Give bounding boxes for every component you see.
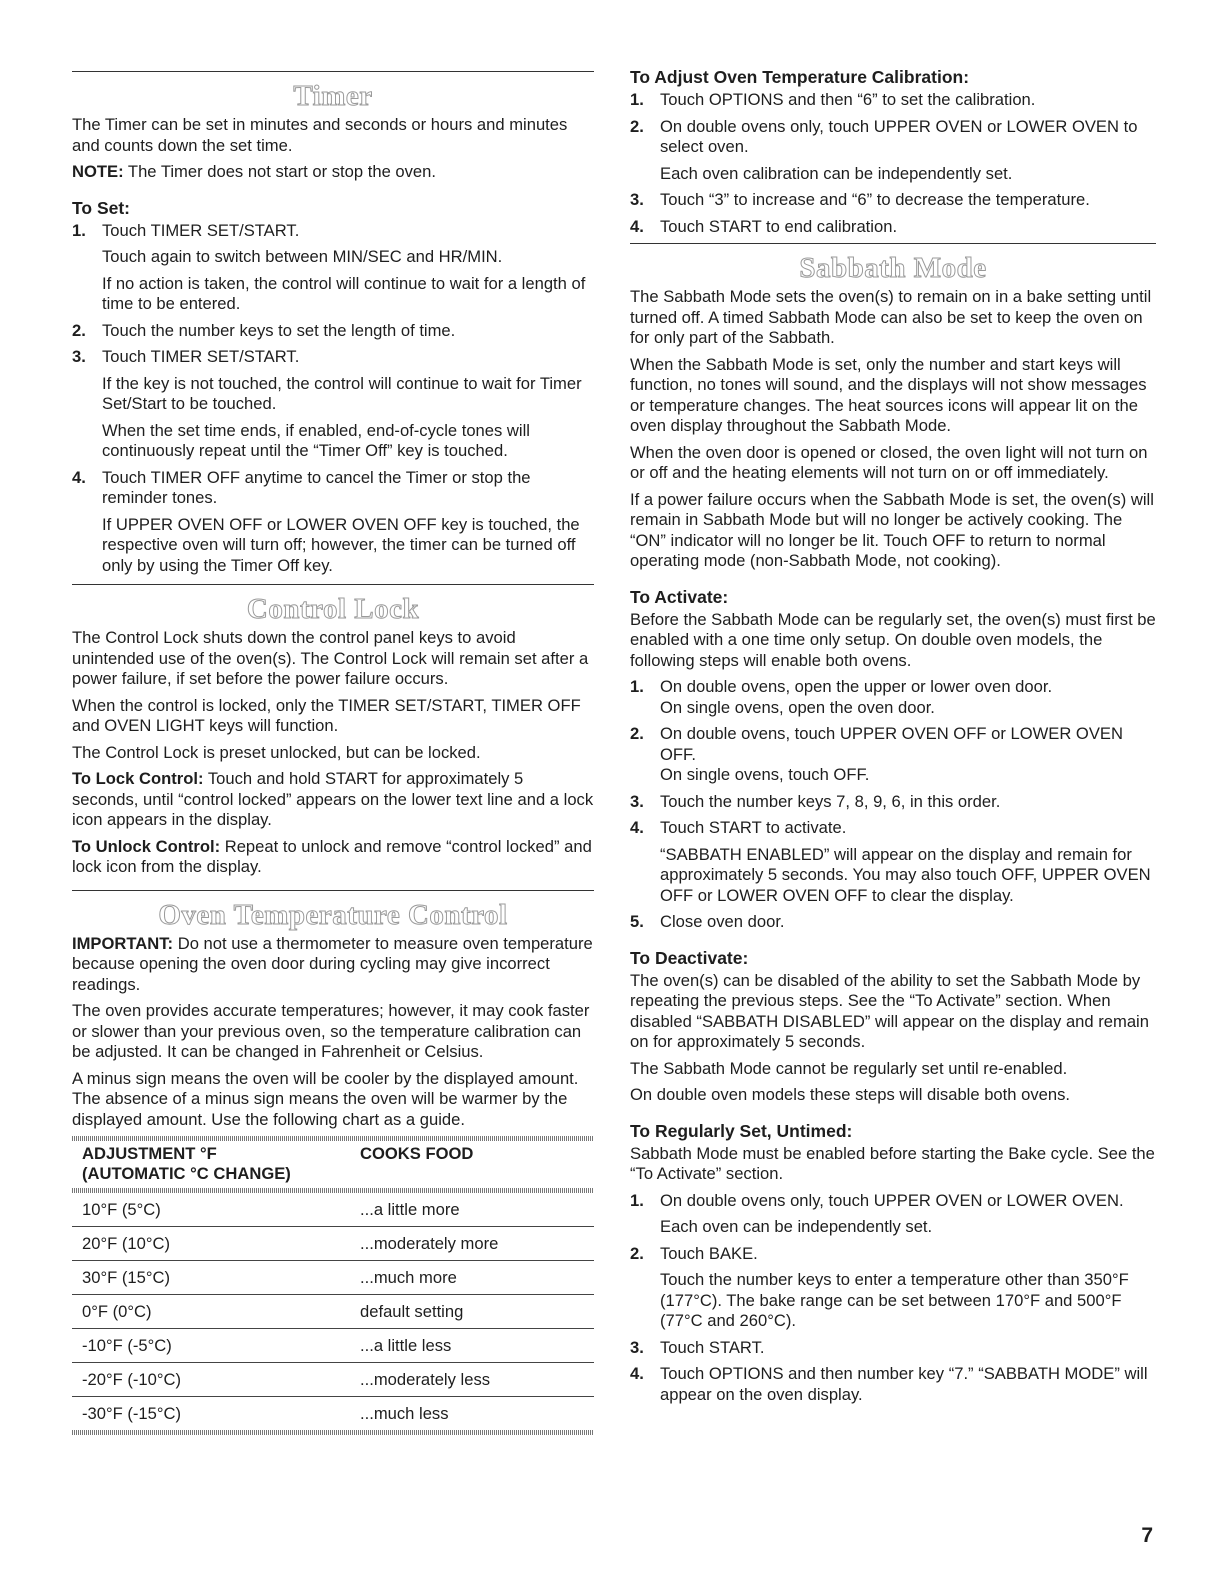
section-divider — [72, 890, 594, 891]
activate-steps — [630, 677, 1156, 933]
table-row: -20°F (-10°C) ...moderately less — [72, 1363, 594, 1397]
list-item: 4. Touch TIMER OFF anytime to cancel the Timer or stop the reminder tones. If UPPER OVEN OFF or LOWER OVEN OFF key is touched, the respective oven will turn off; however, the timer can be turned off only by using the Timer Off key. — [72, 467, 580, 575]
otc-p2: The oven provides accurate temperatures; however, it may cook faster or slower than your previous oven, so the temperature calibration can be adjusted. It can be changed in Fahrenheit or Celsius. — [72, 1001, 590, 1061]
table-row: -10°F (-5°C) ...a little less — [72, 1329, 594, 1363]
regularly-set-intro: Sabbath Mode must be enabled before starting the Bake cycle. See the “To Activate” section. — [630, 1143, 1155, 1183]
important-note: IMPORTANT: Do not use a thermometer to measure oven temperature because opening the oven door during cycling may give incorrect readings. — [72, 933, 593, 994]
list-item: 1. On double ovens, open the upper or lower oven door. On single ovens, open the oven door. — [630, 677, 1053, 717]
table-bottom-border — [72, 1430, 594, 1435]
list-item: 3. Touch the number keys 7, 8, 9, 6, in this order. — [630, 791, 1001, 811]
sabbath-p1: The Sabbath Mode sets the oven(s) to remain on in a bake setting until turned off. A timed Sabbath Mode can also be set to keep the oven on for only part of the Sabbath. — [630, 287, 1152, 347]
lock-p3: The Control Lock is preset unlocked, but can be locked. — [72, 742, 481, 762]
deactivate-p1: The oven(s) can be disabled of the ability to set the Sabbath Mode by repeating the previous steps. See the “To Activate” section. When disabled “SABBATH DISABLED” will appear on the display and remain on for approximately 5 seconds. — [630, 970, 1149, 1051]
oven-temp-control-title: Oven Temperature Control — [158, 898, 508, 931]
otc-p3: A minus sign means the oven will be cooler by the displayed amount. The absence of a minus sign means the oven will be warmer by the displayed amount. Use the following chart as a guide. — [72, 1068, 579, 1129]
list-item: 2. Touch BAKE. Touch the number keys to enter a temperature other than 350°F (177°C). The bake range can be set between 170°F and 500°F (77°C and 260°C). — [630, 1243, 1129, 1330]
regularly-set-steps — [630, 1191, 1156, 1406]
list-item: 1. Touch OPTIONS and then “6” to set the calibration. — [630, 90, 1036, 109]
deactivate-p3: On double oven models these steps will disable both ovens. — [630, 1085, 1071, 1104]
deactivate-p2: The Sabbath Mode cannot be regularly set until re-enabled. — [630, 1058, 1068, 1078]
lock-instructions: To Lock Control: Touch and hold START for approximately 5 seconds, until “control locked” appears on the lower text line and a lock icon appears in the display. — [72, 769, 594, 829]
control-lock-title: Control Lock — [246, 593, 420, 625]
activate-heading: To Activate: — [630, 586, 729, 607]
timer-steps — [72, 221, 594, 577]
lock-p1: The Control Lock shuts down the control panel keys to avoid unintended use of the oven(s). The Control Lock will remain set after a power failure, if set before the power failure occurs. — [72, 628, 589, 688]
note-label: NOTE: — [72, 162, 124, 181]
list-item: 1. Touch TIMER SET/START. Touch again to switch between MIN/SEC and HR/MIN. If no action is taken, the control will continue to wait for a length of time to be entered. — [72, 220, 586, 313]
list-item: 3. Touch START. — [630, 1337, 765, 1357]
section-divider — [72, 584, 594, 585]
lock-p2: When the control is locked, only the TIMER SET/START, TIMER OFF and OVEN LIGHT keys will function. — [72, 695, 581, 735]
sabbath-p4: If a power failure occurs when the Sabbath Mode is set, the oven(s) will remain in Sabbath Mode but will no longer be actively cooking. The “ON” indicator will no longer be lit. Touch OFF to return to normal operating mode (non-Sabbath Mode, not cooking). — [630, 489, 1154, 570]
table-row: 30°F (15°C) ...much more — [72, 1261, 594, 1295]
list-item: 4. Touch OPTIONS and then number key “7.” “SABBATH MODE” will appear on the oven display. — [630, 1364, 1148, 1404]
section-divider — [630, 243, 1156, 244]
left-column — [72, 71, 594, 1435]
list-item: 5. Close oven door. — [630, 912, 785, 931]
table-row: 0°F (0°C) default setting — [72, 1295, 594, 1329]
unlock-instructions: To Unlock Control: Repeat to unlock and remove “control locked” and lock icon from the display. — [72, 836, 592, 876]
table-row: 10°F (5°C) ...a little more — [72, 1193, 594, 1227]
list-item: 3. Touch TIMER SET/START. If the key is not touched, the control will continue to wait for Timer Set/Start to be touched. When the set time ends, if enabled, end-of-cycle tones will continuously repeat until the “Timer Off” key is touched. — [72, 347, 582, 460]
right-column — [630, 66, 1156, 1411]
timer-note: NOTE: The Timer does not start or stop the oven. — [72, 162, 436, 181]
sabbath-p2: When the Sabbath Mode is set, only the number and start keys will function, no tones will sound, and the displays will not show messages or temperature changes. The heat sources icons will appear lit on the oven display throughout the Sabbath Mode. — [630, 354, 1147, 435]
section-divider — [72, 71, 594, 72]
sabbath-p3: When the oven door is opened or closed, the oven light will not turn on or off and the heating elements will not turn on or off immediately. — [630, 442, 1148, 482]
list-item: 2. Touch the number keys to set the length of time. — [72, 320, 456, 340]
list-item: 3. Touch “3” to increase and “6” to decrease the temperature. — [630, 190, 1090, 209]
regularly-set-heading: To Regularly Set, Untimed: — [630, 1120, 853, 1141]
list-item: 2. On double ovens, touch UPPER OVEN OFF or LOWER OVEN OFF. On single ovens, touch OFF. — [630, 724, 1123, 784]
list-item: 4. Touch START to end calibration. — [630, 216, 898, 236]
table-row: -30°F (-15°C) ...much less — [82, 1403, 449, 1423]
activate-intro: Before the Sabbath Mode can be regularly set, the oven(s) must first be enabled with a one time only setup. On double oven models, the following steps will enable both ovens. — [630, 609, 1156, 670]
adjustment-table — [72, 1136, 594, 1435]
deactivate-heading: To Deactivate: — [630, 947, 749, 968]
timer-intro: The Timer can be set in minutes and seconds or hours and minutes and counts down the set time. — [72, 115, 568, 155]
table-row: 20°F (10°C) ...moderately more — [72, 1227, 594, 1261]
list-item: 1. On double ovens only, touch UPPER OVEN or LOWER OVEN. Each oven can be independently set. — [630, 1190, 1124, 1236]
sabbath-title: Sabbath Mode — [799, 252, 987, 284]
timer-title: Timer — [293, 80, 373, 112]
list-item: 4. Touch START to activate. “SABBATH ENABLED” will appear on the display and remain for approximately 5 seconds. You may also touch OFF, UPPER OVEN OFF or LOWER OVEN OFF to clear the display. — [630, 818, 1151, 905]
calibration-heading: To Adjust Oven Temperature Calibration: — [630, 67, 970, 87]
page-number: 7 — [1141, 1524, 1153, 1547]
calibration-steps — [630, 90, 1156, 237]
to-set-heading: To Set: — [72, 197, 131, 218]
list-item: 2. On double ovens only, touch UPPER OVEN or LOWER OVEN to select oven. Each oven calibration can be independently set. — [630, 116, 1138, 183]
table-header: ADJUSTMENT °F (AUTOMATIC °C CHANGE) COOKS FOOD — [82, 1144, 474, 1183]
